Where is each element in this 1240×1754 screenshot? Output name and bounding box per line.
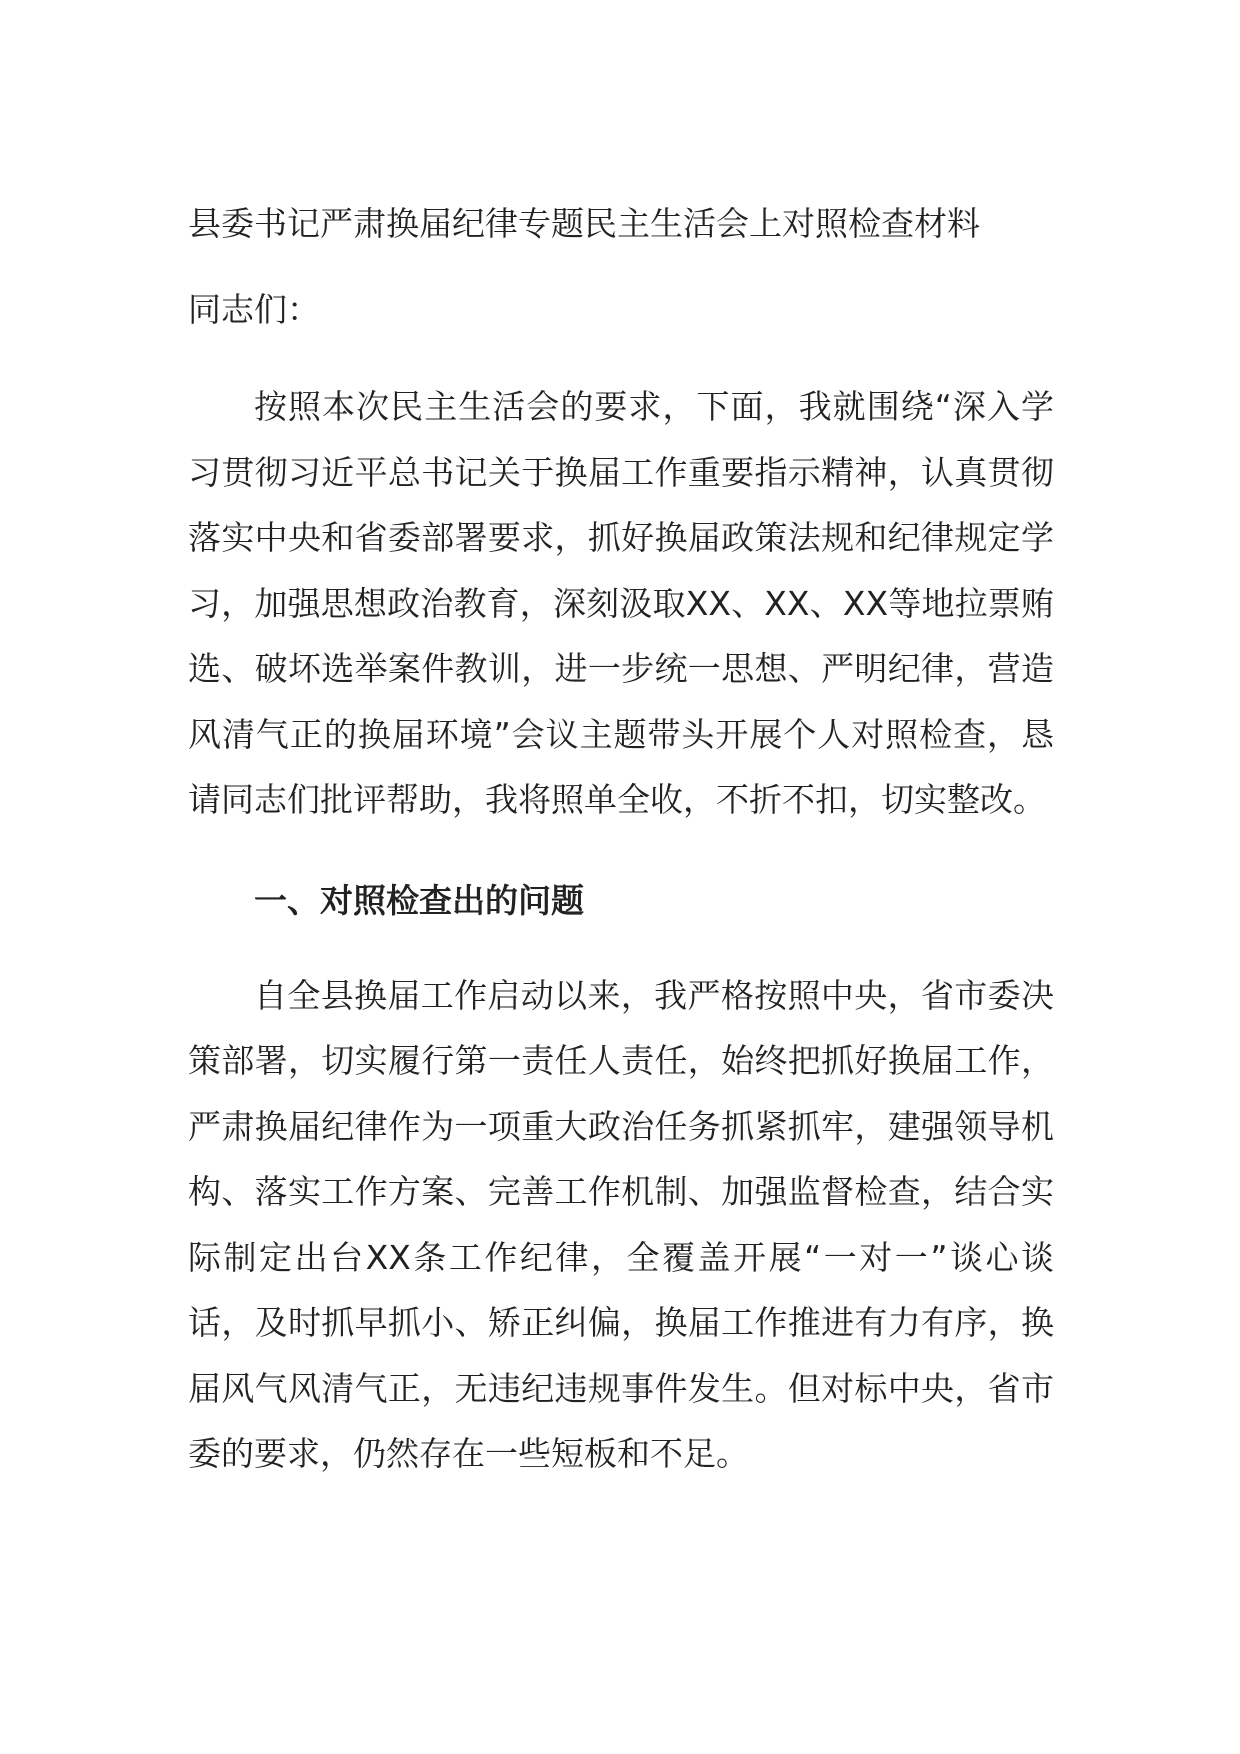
document-title: 县委书记严肃换届纪律专题民主生活会上对照检查材料	[188, 204, 980, 243]
document-body	[188, 200, 1054, 1487]
paragraph-body: 自全县换届工作启动以来，我严格按照中央，省市委决策部署，切实履行第一责任人责任，始终把抓好换届工作，严肃换届纪律作为一项重大政治任务抓紧抓牢，建强领导机构、落实工作方案、完善工作机制、加强监督检查，结合实际制定出台XX条工作纪律，全覆盖开展“一对一”谈心谈话，及时抓早抓小、矫正纠偏，换届工作推进有力有序，换届风气风清气正，无违纪违规事件发生。但对标中央，省市委的要求，仍然存在一些短板和不足。	[188, 975, 1054, 1473]
greeting: 同志们：	[188, 290, 320, 329]
paragraph-intro: 按照本次民主生活会的要求，下面，我就围绕“深入学习贯彻习近平总书记关于换届工作重要指示精神，认真贯彻落实中央和省委部署要求，抓好换届政策法规和纪律规定学习，加强思想政治教育，深刻汲取XX、XX、XX等地拉票贿选、破坏选举案件教训，进一步统一思想、严明纪律，营造风清气正的换届环境”会议主题带头开展个人对照检查，恳请同志们批评帮助，我将照单全收，不折不扣，切实整改。	[188, 387, 1054, 819]
section-heading: 一、对照检查出的问题	[254, 880, 584, 920]
